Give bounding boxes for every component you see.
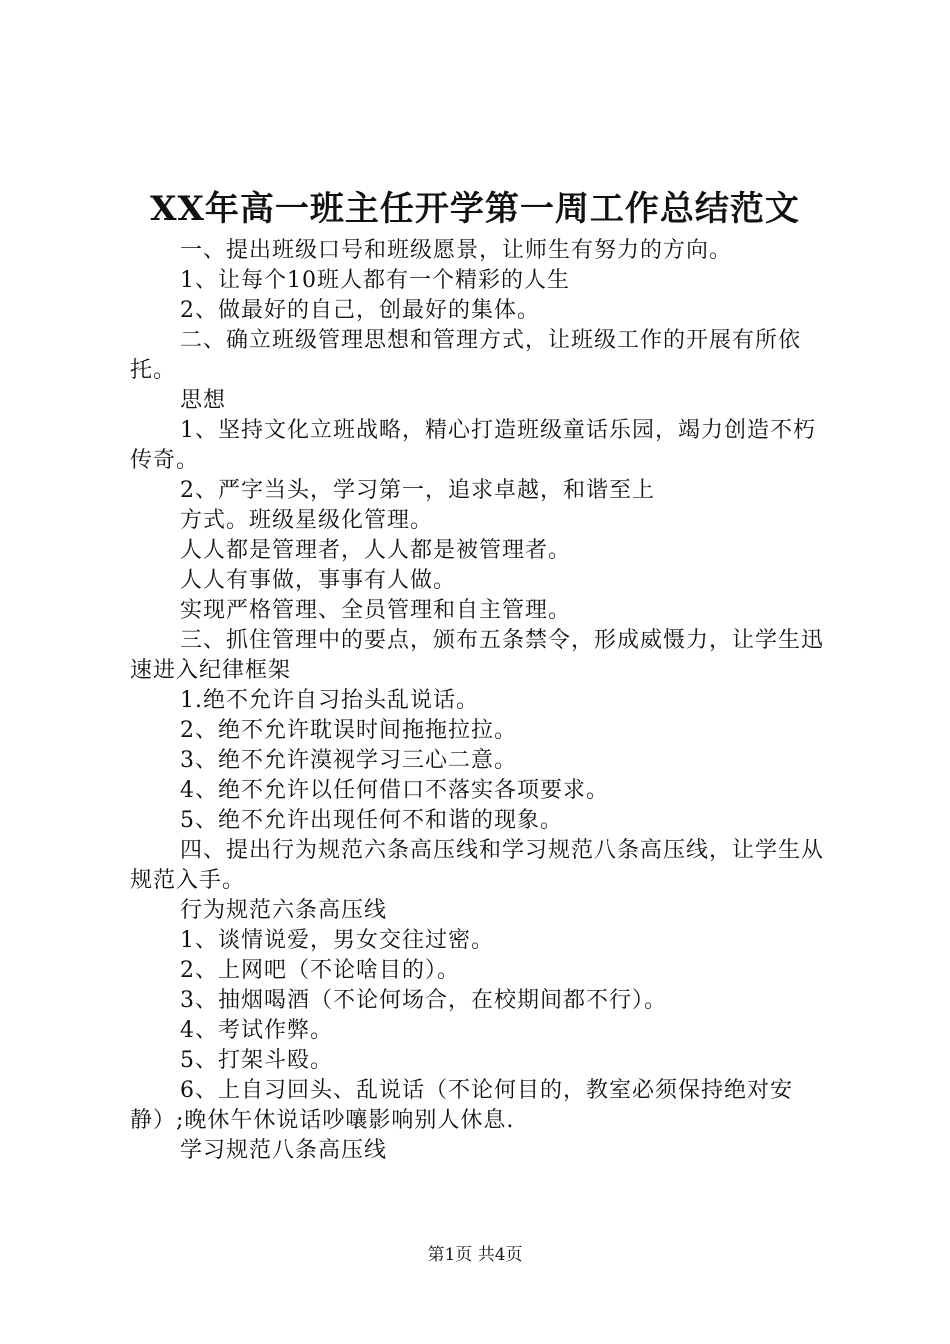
paragraph: 三、抓住管理中的要点，颁布五条禁令，形成威慑力，让学生迅速进入纪律框架 xyxy=(130,628,825,683)
paragraph: 3、绝不允许漠视学习三心二意。 xyxy=(180,748,517,773)
paragraph: 5、绝不允许出现任何不和谐的现象。 xyxy=(180,808,563,833)
paragraph: 5、打架斗殴。 xyxy=(180,1048,333,1073)
paragraph: 学习规范八条高压线 xyxy=(180,1138,388,1163)
paragraph: 二、确立班级管理思想和管理方式，让班级工作的开展有所依托。 xyxy=(130,328,802,383)
paragraph: 人人有事做，事事有人做。 xyxy=(180,568,457,593)
paragraph: 实现严格管理、全员管理和自主管理。 xyxy=(180,598,572,623)
page-number: 第1页 共4页 xyxy=(427,1245,523,1265)
paragraph: 思想 xyxy=(180,388,227,413)
paragraph: 6、上自习回头、乱说话（不论何目的，教室必须保持绝对安静）;晚休午休说话吵嚷影响别人休息. xyxy=(130,1078,793,1133)
paragraph: 4、绝不允许以任何借口不落实各项要求。 xyxy=(180,778,609,803)
paragraph: 3、抽烟喝酒（不论何场合，在校期间都不行）。 xyxy=(180,988,667,1013)
paragraph: 4、考试作弊。 xyxy=(180,1018,333,1043)
paragraph: 1、谈情说爱，男女交往过密。 xyxy=(180,928,494,953)
paragraph: 1、坚持文化立班战略，精心打造班级童话乐园，竭力创造不朽传奇。 xyxy=(130,418,816,473)
document-title: XX年高一班主任开学第一周工作总结范文 xyxy=(150,189,800,229)
paragraph: 2、严字当头，学习第一，追求卓越，和谐至上 xyxy=(180,478,655,503)
paragraph: 一、提出班级口号和班级愿景，让师生有努力的方向。 xyxy=(180,238,733,263)
paragraph: 1.绝不允许自习抬头乱说话。 xyxy=(180,688,479,713)
paragraph: 人人都是管理者，人人都是被管理者。 xyxy=(180,538,572,563)
paragraph: 四、提出行为规范六条高压线和学习规范八条高压线，让学生从规范入手。 xyxy=(130,838,825,893)
paragraph: 方式。班级星级化管理。 xyxy=(180,508,434,533)
paragraph: 2、上网吧（不论啥目的）。 xyxy=(180,958,460,983)
paragraph: 2、做最好的自己，创最好的集体。 xyxy=(180,298,540,323)
paragraph: 2、绝不允许耽误时间拖拖拉拉。 xyxy=(180,718,517,743)
paragraph: 行为规范六条高压线 xyxy=(180,898,388,923)
document-body xyxy=(130,236,830,1166)
paragraph: 1、让每个10班人都有一个精彩的人生 xyxy=(180,268,570,293)
